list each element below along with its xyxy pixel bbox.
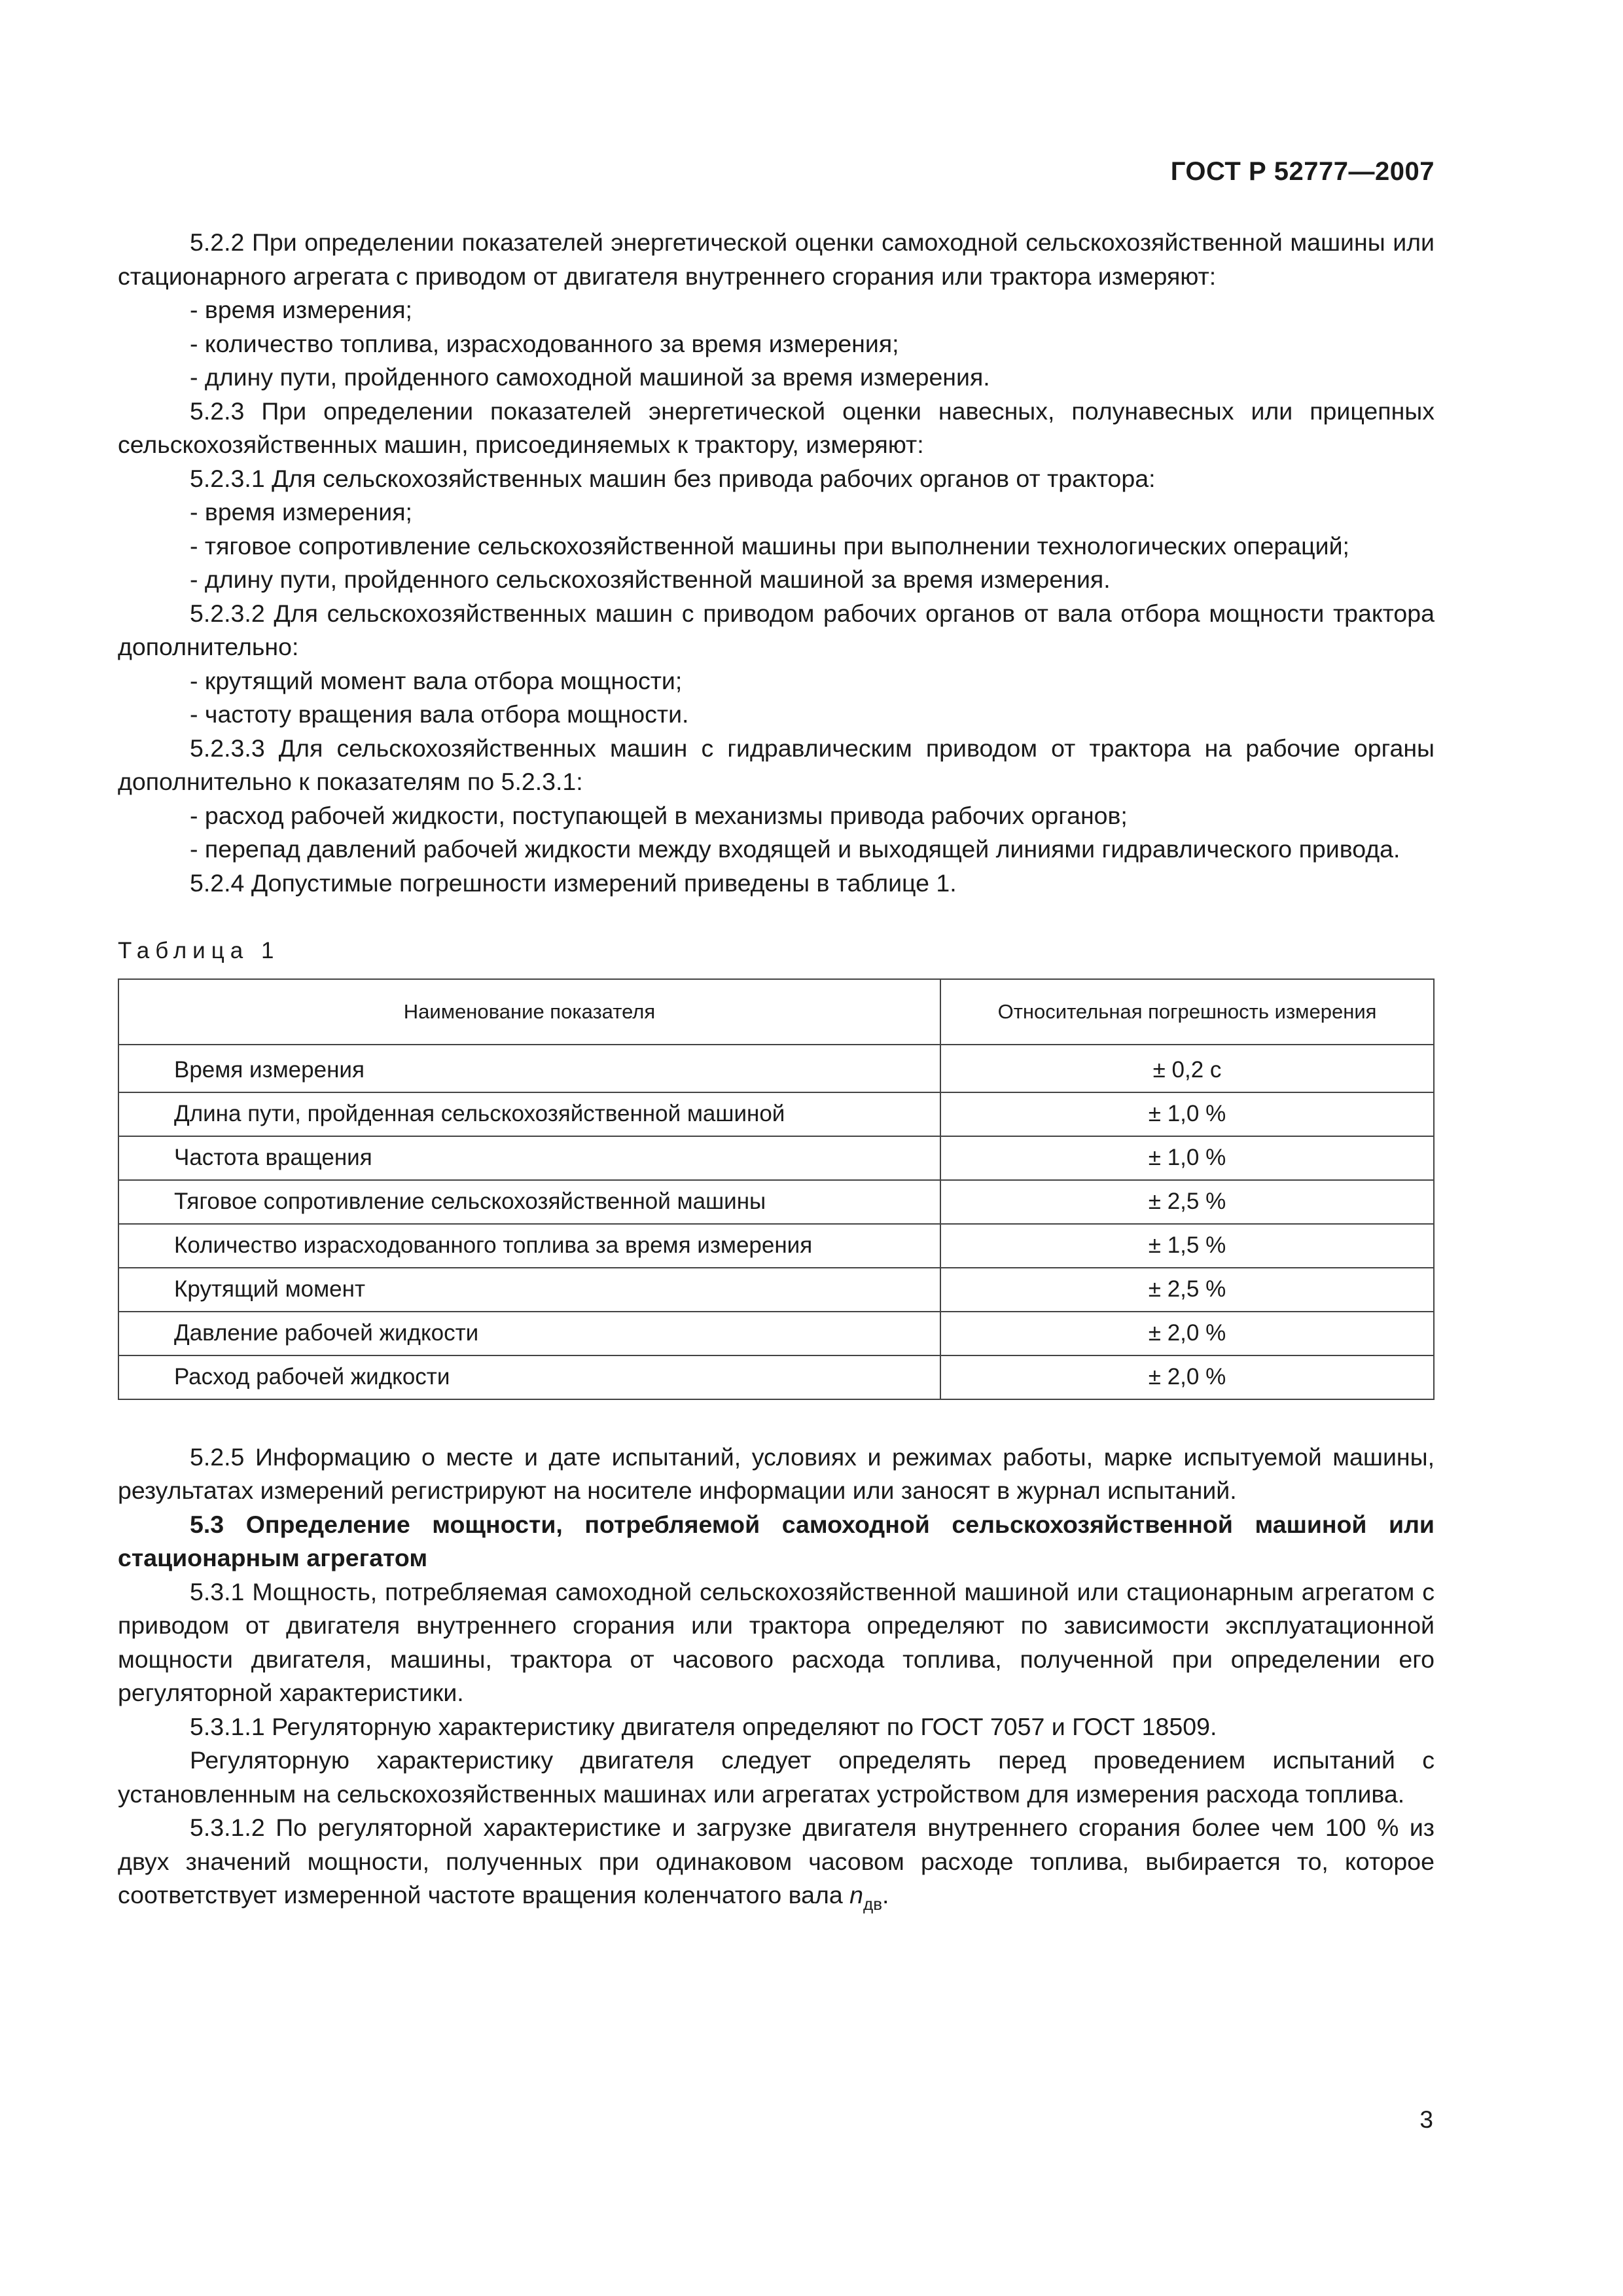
list-item-a-8: - длину пути, пройденного сельскохозяйственной машиной за время измерения. <box>190 565 1111 593</box>
table-header-row <box>118 979 1434 1045</box>
error-cell: ± 2,5 % <box>940 1268 1434 1312</box>
paragraph-a-4: 5.2.3 При определении показателей энергетической оценки навесных, полунавесных или прицепных сельскохозяйственных машин, присоединяемых к трактору, измеряют: <box>118 397 1435 458</box>
table-row <box>118 1355 1434 1399</box>
table-body <box>118 1045 1434 1399</box>
column-header-error: Относительная погрешность измерения <box>940 979 1434 1045</box>
paragraph-b-3: 5.3.1.1 Регуляторную характеристику двигателя определяют по ГОСТ 7057 и ГОСТ 18509. <box>190 1712 1217 1740</box>
page-number: 3 <box>1419 2106 1433 2133</box>
error-cell: ± 1,0 % <box>940 1092 1434 1136</box>
paragraph-text: 5.3.1.2 По регуляторной характеристике и загрузке двигателя внутреннего сгорания более чем 100 % из двух значений мощности, полученных при одинаковом часовом расходе топлива, выбирается то, которое соответствует измеренной частоте вращения коленчатого вала <box>118 1814 1435 1909</box>
paragraph-a-15: 5.2.4 Допустимые погрешности измерений приведены в таблице 1. <box>190 869 957 897</box>
paragraph-a-9: 5.2.3.2 Для сельскохозяйственных машин с приводом рабочих органов от вала отбора мощности трактора дополнительно: <box>118 599 1435 660</box>
error-cell: ± 2,0 % <box>940 1355 1434 1399</box>
indicator-cell: Расход рабочей жидкости <box>118 1355 940 1399</box>
measurement-error-table <box>118 978 1435 1400</box>
symbol-n: n <box>849 1881 864 1909</box>
paragraph-b-4: Регуляторную характеристику двигателя следует определять перед проведением испытаний с установленным на сельскохозяйственных машинах или агрегатах устройством для измерения расхода топлива. <box>118 1746 1435 1808</box>
paragraph-a-0: 5.2.2 При определении показателей энергетической оценки самоходной сельскохозяйственной машины или стационарного агрегата с приводом от двигателя внутреннего сгорания или трактора измеряют: <box>118 228 1435 290</box>
list-item-a-11: - частоту вращения вала отбора мощности. <box>190 700 689 728</box>
error-cell: ± 2,5 % <box>940 1180 1434 1224</box>
indicator-cell: Давление рабочей жидкости <box>118 1312 940 1355</box>
paragraph-b-2: 5.3.1 Мощность, потребляемая самоходной сельскохозяйственной машиной или стационарным агрегатом с приводом от двигателя внутреннего сгорания или трактора определяют по зависимости эксплуатационной мощности двигателя, машины, трактора от часового расхода топлива, полученной при определении его регуляторной характеристики. <box>118 1577 1435 1706</box>
list-item-a-13: - расход рабочей жидкости, поступающей в механизмы привода рабочих органов; <box>190 801 1128 829</box>
table-row <box>118 1092 1434 1136</box>
error-cell: ± 1,5 % <box>940 1224 1434 1268</box>
table-header-divider <box>118 1045 1434 1049</box>
table-row <box>118 1268 1434 1312</box>
text-section-after-table <box>118 1441 1435 1812</box>
column-header-indicator: Наименование показателя <box>118 979 940 1045</box>
list-item-a-3: - длину пути, пройденного самоходной машиной за время измерения. <box>190 363 990 391</box>
indicator-cell: Тяговое сопротивление сельскохозяйственной машины <box>118 1180 940 1224</box>
table-caption: Таблица 1 <box>118 938 280 963</box>
symbol-subscript: дв <box>863 1894 883 1914</box>
indicator-cell: Количество израсходованного топлива за время измерения <box>118 1224 940 1268</box>
table-row <box>118 1049 1434 1092</box>
list-item-a-1: - время измерения; <box>190 296 412 323</box>
indicator-cell: Время измерения <box>118 1049 940 1092</box>
list-item-a-14: - перепад давлений рабочей жидкости между входящей и выходящей линиями гидравлического привода. <box>190 835 1400 863</box>
list-item-a-2: - количество топлива, израсходованного за время измерения; <box>190 329 899 357</box>
error-cell: ± 1,0 % <box>940 1136 1434 1180</box>
list-item-a-10: - крутящий момент вала отбора мощности; <box>190 666 683 694</box>
table-row <box>118 1224 1434 1268</box>
paragraph-end: . <box>882 1881 889 1909</box>
indicator-cell: Длина пути, пройденная сельскохозяйственной машиной <box>118 1092 940 1136</box>
indicator-cell: Крутящий момент <box>118 1268 940 1312</box>
paragraph-5-3-1-2 <box>118 1811 1435 1922</box>
indicator-cell: Частота вращения <box>118 1136 940 1180</box>
error-cell: ± 2,0 % <box>940 1312 1434 1355</box>
table-row <box>118 1180 1434 1224</box>
error-cell: ± 0,2 с <box>940 1049 1434 1092</box>
paragraph-b-0: 5.2.5 Информацию о месте и дате испытаний, условиях и режимах работы, марке испытуемой машины, результатах измерений регистрируют на носителе информации или заносят в журнал испытаний. <box>118 1443 1435 1504</box>
paragraph-a-12: 5.2.3.3 Для сельскохозяйственных машин с гидравлическим приводом от трактора на рабочие органы дополнительно к показателям по 5.2.3.1: <box>118 734 1435 795</box>
paragraph-a-5: 5.2.3.1 Для сельскохозяйственных машин без привода рабочих органов от трактора: <box>190 464 1156 492</box>
table-row <box>118 1136 1434 1180</box>
document-header: ГОСТ Р 52777—2007 <box>1170 157 1435 186</box>
table-row <box>118 1312 1434 1355</box>
section-heading-b-1: 5.3 Определение мощности, потребляемой самоходной сельскохозяйственной машиной или стационарным агрегатом <box>118 1510 1435 1571</box>
list-item-a-6: - время измерения; <box>190 498 412 526</box>
document-body <box>118 226 1435 1922</box>
list-item-a-7: - тяговое сопротивление сельскохозяйственной машины при выполнении технологических операций; <box>190 531 1349 560</box>
text-section-before-table <box>118 226 1435 900</box>
